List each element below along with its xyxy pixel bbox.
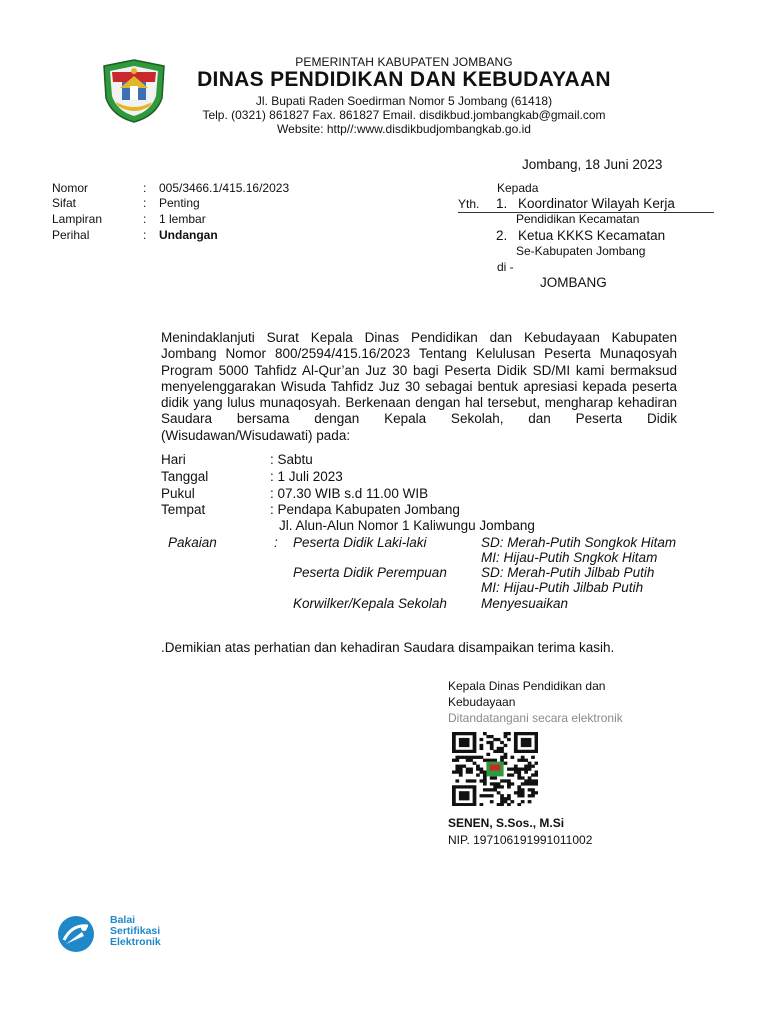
bsre-line3: Elektronik bbox=[110, 936, 161, 948]
department-name: DINAS PENDIDIKAN DAN KEBUDAYAAN bbox=[197, 68, 611, 91]
event-pukul-value: : 07.30 WIB s.d 11.00 WIB bbox=[270, 486, 429, 501]
bsre-logo-text bbox=[110, 915, 161, 948]
bsre-logo-icon bbox=[54, 914, 102, 954]
meta-label-lampiran: Lampiran bbox=[52, 212, 103, 226]
recipient-yth: Yth. bbox=[458, 197, 480, 211]
pakaian-male-sd: SD: Merah-Putih Songkok Hitam bbox=[481, 535, 677, 550]
event-tempat-label: Tempat bbox=[161, 502, 206, 517]
meta-value-nomor: 005/3466.1/415.16/2023 bbox=[159, 181, 290, 195]
electronic-signature-note: Ditandatangani secara elektronik bbox=[448, 711, 623, 725]
recipient-1-number: 1. bbox=[496, 196, 508, 211]
meta-label-sifat: Sifat bbox=[52, 196, 77, 210]
pakaian-korwil-label: Korwilker/Kepala Sekolah bbox=[293, 596, 447, 611]
meta-value-sifat: Penting bbox=[159, 196, 200, 210]
meta-sep-sifat: : bbox=[143, 196, 147, 210]
recipient-1-line2: Pendidikan Kecamatan bbox=[516, 212, 640, 226]
recipient-di: di - bbox=[497, 260, 514, 274]
event-hari-value: : Sabtu bbox=[270, 452, 313, 467]
bsre-line2: Sertifikasi bbox=[110, 925, 161, 937]
signer-title-line1: Kepala Dinas Pendidikan dan bbox=[448, 679, 606, 693]
recipient-kepada: Kepada bbox=[497, 181, 539, 195]
department-contact: Telp. (0321) 861827 Fax. 861827 Email. disdikbud.jombangkab@gmail.com bbox=[202, 108, 606, 122]
letter-date: Jombang, 18 Juni 2023 bbox=[522, 157, 663, 172]
event-tempat-address: Jl. Alun-Alun Nomor 1 Kaliwungu Jombang bbox=[279, 518, 535, 533]
event-pukul-label: Pukul bbox=[161, 486, 195, 501]
event-hari-label: Hari bbox=[161, 452, 186, 467]
meta-label-nomor: Nomor bbox=[52, 181, 89, 195]
signer-name: SENEN, S.Sos., M.Si bbox=[448, 816, 565, 830]
qr-code-icon bbox=[452, 732, 538, 806]
pakaian-sep: : bbox=[274, 535, 278, 550]
pakaian-label: Pakaian bbox=[168, 535, 217, 550]
pakaian-female-sd: SD: Merah-Putih Jilbab Putih bbox=[481, 565, 655, 580]
pakaian-male-label: Peserta Didik Laki-laki bbox=[293, 535, 427, 550]
department-address: Jl. Bupati Raden Soedirman Nomor 5 Jombang (61418) bbox=[255, 94, 553, 108]
meta-sep-perihal: : bbox=[143, 228, 147, 242]
recipient-2-number: 2. bbox=[496, 228, 508, 243]
government-name: PEMERINTAH KABUPATEN JOMBANG bbox=[295, 55, 513, 69]
recipient-2-line1: Ketua KKKS Kecamatan bbox=[518, 228, 666, 243]
signer-nip: NIP. 197106191991011002 bbox=[448, 833, 593, 847]
meta-sep-lampiran: : bbox=[143, 212, 147, 226]
meta-sep-nomor: : bbox=[143, 181, 147, 195]
meta-value-perihal: Undangan bbox=[159, 228, 218, 242]
event-tanggal-value: : 1 Juli 2023 bbox=[270, 469, 343, 484]
event-tempat-value: : Pendapa Kabupaten Jombang bbox=[270, 502, 460, 517]
recipient-city: JOMBANG bbox=[540, 275, 607, 290]
meta-label-perihal: Perihal bbox=[52, 228, 90, 242]
department-website: Website: http//:www.disdikbudjombangkab.go.id bbox=[277, 122, 531, 136]
signer-title-line2: Kebudayaan bbox=[448, 695, 516, 709]
bsre-line1: Balai bbox=[110, 914, 136, 926]
recipient-2-line2: Se-Kabupaten Jombang bbox=[516, 244, 646, 258]
pakaian-korwil-value: Menyesuaikan bbox=[481, 596, 569, 611]
pakaian-female-label: Peserta Didik Perempuan bbox=[293, 565, 447, 580]
pakaian-female-mi: MI: Hijau-Putih Jilbab Putih bbox=[481, 580, 644, 595]
pakaian-male-mi: MI: Hijau-Putih Sngkok Hitam bbox=[481, 550, 658, 565]
meta-value-lampiran: 1 lembar bbox=[159, 212, 206, 226]
closing-sentence: .Demikian atas perhatian dan kehadiran Saudara disampaikan terima kasih. bbox=[161, 640, 615, 655]
recipient-1-line1: Koordinator Wilayah Kerja bbox=[518, 196, 675, 211]
body-paragraph: Menindaklanjuti Surat Kepala Dinas Pendidikan dan Kebudayaan Kabupaten Jombang Nomor 800/2594/415.16/2023 Tentang Kelulusan Peserta Munaqosyah Program 5000 Tahfidz Al-Qur’an Juz 30 bagi Peserta Didik SD/MI kami bermaksud menyelenggarakan Wisuda Tahfidz Juz 30 sebagai bentuk apresiasi kepada peserta didik yang lulus munaqosyah. Berkenaan dengan hal tersebut, mengharap kehadiran Saudara bersama dengan Kepala Sekolah, dan Peserta Didik (Wisudawan/Wisudawati) pada: bbox=[161, 330, 677, 443]
event-tanggal-label: Tanggal bbox=[161, 469, 209, 484]
